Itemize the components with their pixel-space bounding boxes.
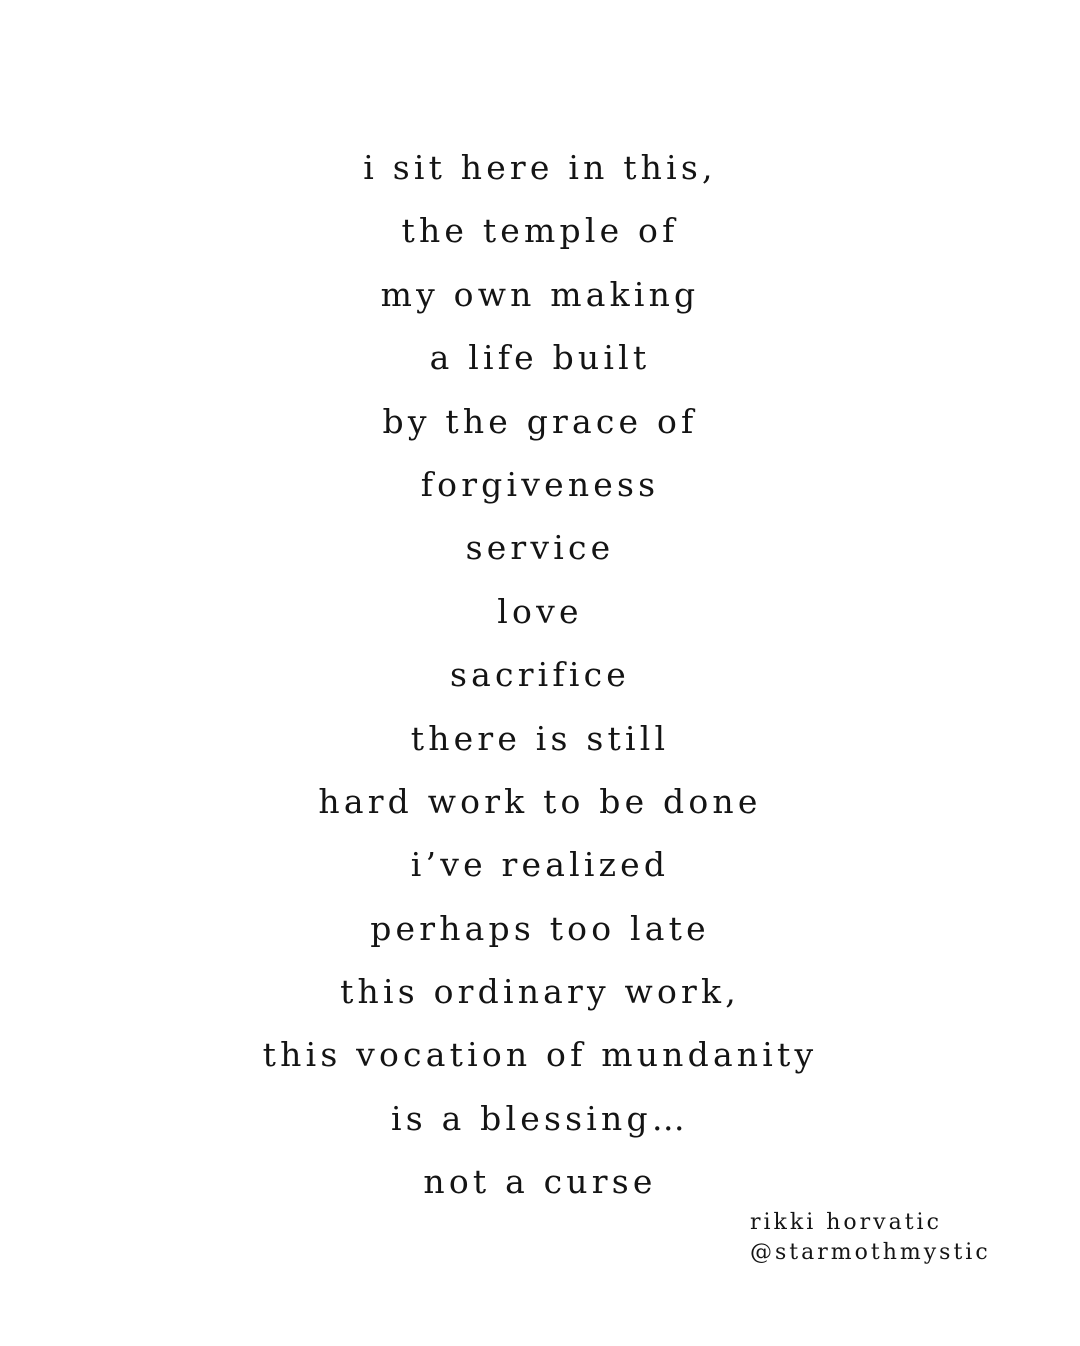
poem bbox=[0, 136, 1080, 1214]
author-name: rikki horvatic bbox=[750, 1210, 942, 1235]
poem-line: is a blessing… bbox=[391, 1098, 689, 1138]
poem-line: i sit here in this, bbox=[363, 148, 717, 187]
poem-line: i’ve realized bbox=[410, 845, 670, 885]
poem-line: the temple of bbox=[401, 211, 679, 251]
poem-line: by the grace of bbox=[382, 401, 698, 441]
poem-line: sacrifice bbox=[450, 655, 630, 695]
poem-line: there is still bbox=[410, 718, 670, 758]
poem-line: forgiveness bbox=[420, 464, 660, 504]
poem-line: this vocation of mundanity bbox=[262, 1035, 818, 1075]
poem-line: perhaps too late bbox=[370, 908, 710, 948]
poem-line: this ordinary work, bbox=[340, 972, 740, 1012]
author-handle: @starmothmystic bbox=[750, 1240, 991, 1265]
poem-line: a life built bbox=[429, 338, 651, 378]
poem-line: love bbox=[497, 591, 583, 631]
poem-line: my own making bbox=[380, 274, 700, 314]
poem-line: hard work to be done bbox=[318, 781, 762, 821]
poem-line: service bbox=[465, 528, 615, 568]
poem-line: not a curse bbox=[423, 1162, 657, 1202]
signature bbox=[750, 1208, 991, 1268]
